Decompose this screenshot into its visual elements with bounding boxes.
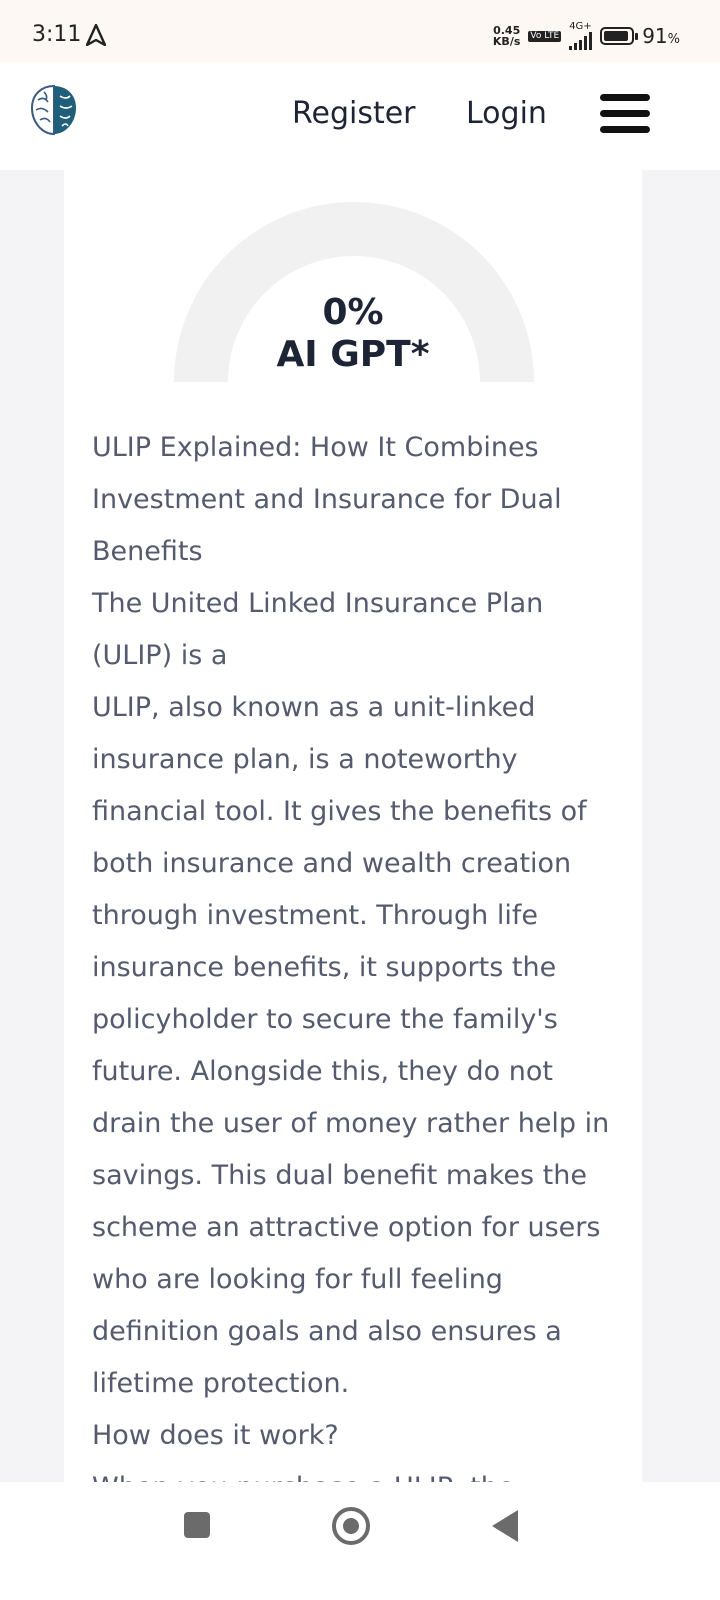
system-nav-bar [0, 1482, 720, 1600]
status-time: 3:11 [32, 22, 82, 47]
brain-icon[interactable] [26, 82, 82, 138]
triangle-back-icon[interactable] [492, 1510, 518, 1542]
square-icon[interactable] [184, 1512, 210, 1538]
article-paragraph: The United Linked Insurance Plan (ULIP) is a [92, 588, 544, 671]
hamburger-icon[interactable] [600, 92, 650, 136]
navigation-arrow-icon [86, 24, 106, 46]
content-card [64, 170, 642, 1500]
network-speed: 0.45 KB/s [492, 24, 521, 48]
circle-home-icon[interactable] [332, 1507, 370, 1545]
status-indicators [493, 22, 680, 50]
battery-icon [600, 27, 634, 45]
battery-percent: 91% [642, 24, 680, 48]
volte-badge: Vo LTE [530, 30, 560, 41]
login-link[interactable]: Login [466, 96, 547, 131]
article-subheading: How does it work? [92, 1420, 339, 1451]
article-paragraph: ULIP, also known as a unit-linked insurance plan, is a noteworthy financial tool. It gives the benefits of both insurance and wealth creation through investment. Through life insurance benefits, it supports the policyholder to secure the family's future. Alongside this, they do not drain the user of money rather help in savings. This dual benefit makes the scheme an attractive option for users who are looking for full feeling definition goals and also ensures a lifetime protection. [92, 692, 610, 1399]
ai-score-percent: 0% [322, 292, 384, 333]
register-link[interactable]: Register [292, 96, 416, 131]
ai-score-label: AI GPT* [276, 334, 430, 375]
site-header [0, 62, 720, 170]
article-body [92, 422, 622, 1500]
article-title: ULIP Explained: How It Combines Investment and Insurance for Dual Benefits [92, 432, 562, 567]
signal-icon: 4G+ [569, 22, 592, 50]
status-bar [0, 0, 720, 62]
